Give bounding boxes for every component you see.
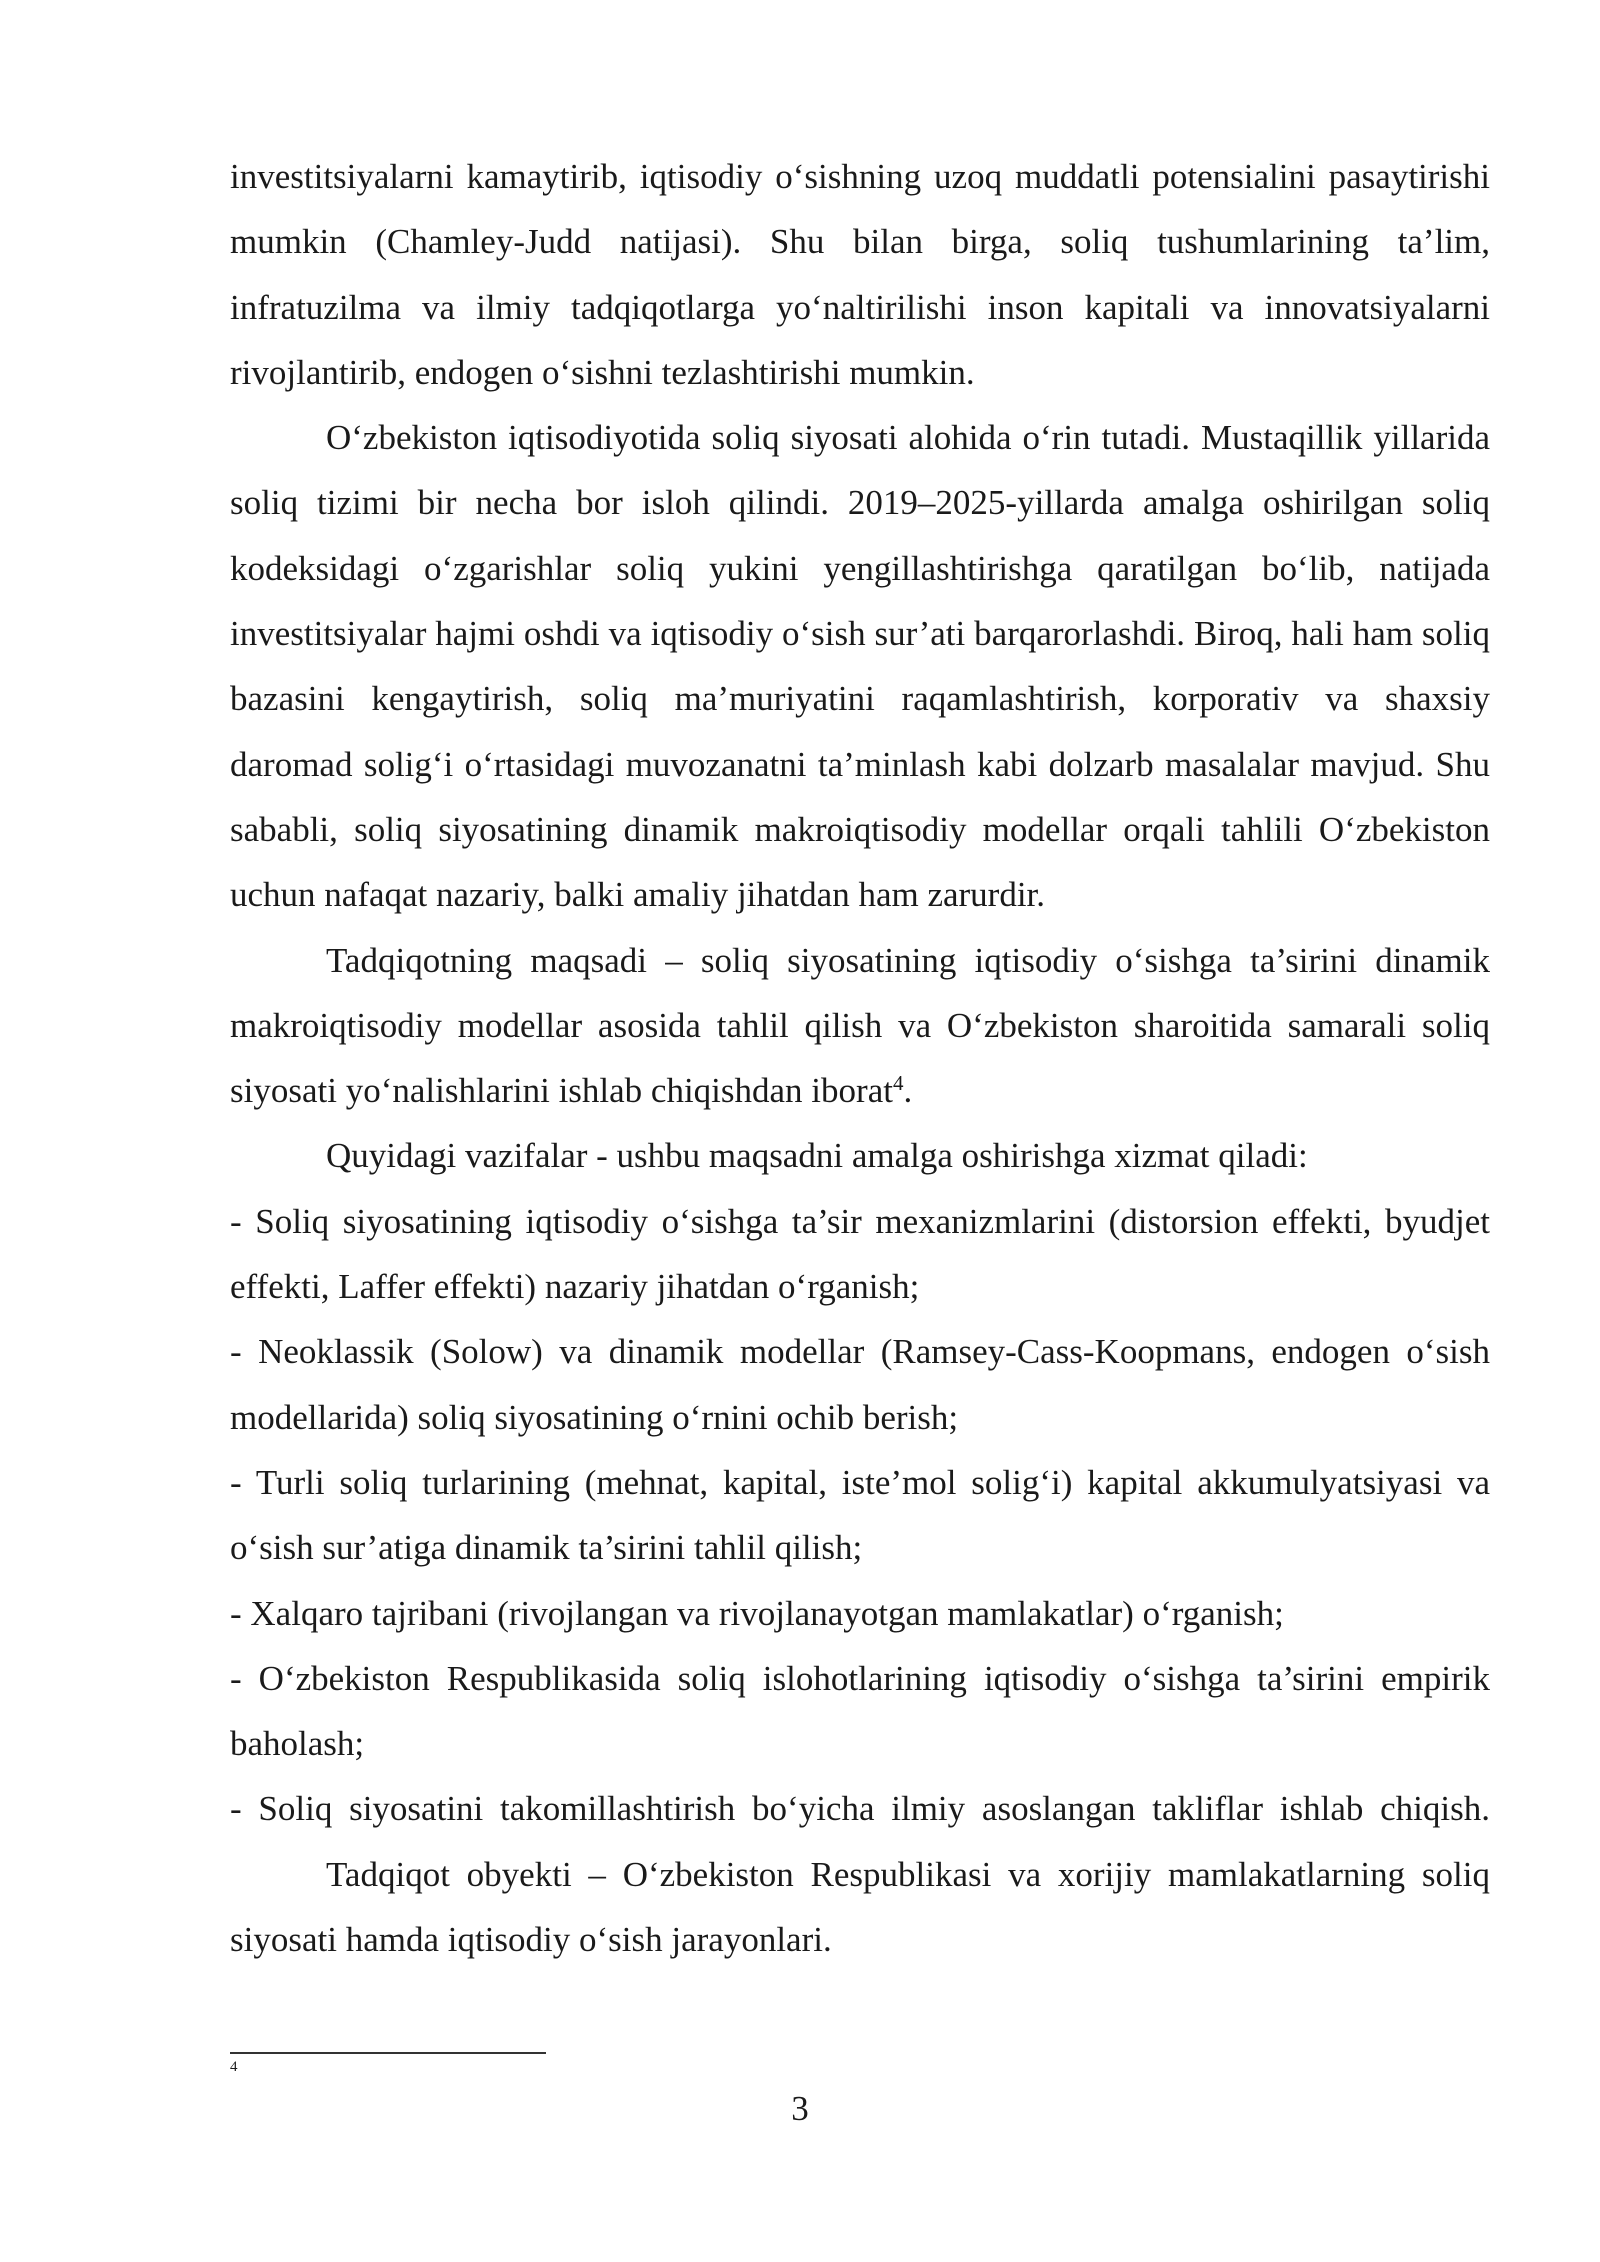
task-item-1: - Soliq siyosatining iqtisodiy o‘sishga ta’sir mexanizmlarini (distorsion effekti, byudjet effekti, Laffer effekti) nazariy jihatdan o‘rganish; (230, 1201, 1490, 1307)
paragraph-tasks-intro: Quyidagi vazifalar - ushbu maqsadni amalga oshirishga xizmat qiladi: (326, 1136, 1308, 1176)
paragraph-research-goal (230, 928, 1490, 1124)
footnote-number: 4 (230, 2059, 238, 2075)
task-item-6: - Soliq siyosatini takomillashtirish bo‘yicha ilmiy asoslangan takliflar ishlab chiqish. (230, 1789, 1490, 1829)
research-goal-text: Tadqiqotning maqsadi – soliq siyosatining iqtisodiy o‘sishga ta’sirini dinamik makroiqtisodiy modellar asosida tahlil qilish va O‘zbekiston sharoitida samarali soliq siyosati yo‘nalishlarini ishlab chiqishdan iborat (230, 940, 1490, 1111)
task-item-5: - O‘zbekiston Respublikasida soliq islohotlarining iqtisodiy o‘sishga ta’sirini empirik baholash; (230, 1658, 1490, 1764)
task-item-4: - Xalqaro tajribani (rivojlangan va rivojlanayotgan mamlakatlar) o‘rganish; (230, 1593, 1284, 1633)
footnote-reference[interactable]: 4 (892, 1071, 904, 1096)
paragraph-uzbekistan-tax-policy: O‘zbekiston iqtisodiyotida soliq siyosati alohida o‘rin tutadi. Mustaqillik yillarida soliq tizimi bir necha bor isloh qilindi. 2019–2025-yillarda amalga oshirilgan soliq kodeksidagi o‘zgarishlar soliq yukini yengillashtirishga qaratilgan bo‘lib, natijada investitsiyalar hajmi oshdi va iqtisodiy o‘sish sur’ati barqarorlashdi. Biroq, hali ham soliq bazasini kengaytirish, soliq ma’muriyatini raqamlashtirish, korporativ va shaxsiy daromad solig‘i o‘rtasidagi muvozanatni ta’minlash kabi dolzarb masalalar mavjud. Shu sababli, soliq siyosatining dinamik makroiqtisodiy modellar orqali tahlili O‘zbekiston uchun nafaqat nazariy, balki amaliy jihatdan ham zarurdir. (230, 418, 1490, 915)
research-goal-end: . (903, 1071, 913, 1111)
page-number: 3 (791, 2089, 809, 2128)
paragraph-research-object: Tadqiqot obyekti – O‘zbekiston Respublikasi va xorijiy mamlakatlarning soliq siyosati hamda iqtisodiy o‘sish jarayonlari. (230, 1854, 1490, 1960)
task-item-3: - Turli soliq turlarining (mehnat, kapital, iste’mol solig‘i) kapital akkumulyatsiyasi va o‘sish sur’atiga dinamik ta’sirini tahlil qilish; (230, 1462, 1490, 1568)
body-text (230, 144, 1490, 1972)
task-item-2: - Neoklassik (Solow) va dinamik modellar (Ramsey-Cass-Koopmans, endogen o‘sish modellarida) soliq siyosatining o‘rnini ochib berish; (230, 1332, 1490, 1437)
footnote-separator (230, 2052, 546, 2054)
paragraph-continued: investitsiyalarni kamaytirib, iqtisodiy o‘sishning uzoq muddatli potensialini pasaytirishi mumkin (Chamley-Judd natijasi). Shu bilan birga, soliq tushumlarining ta’lim, infratuzilma va ilmiy tadqiqotlarga yo‘naltirilishi inson kapitali va innovatsiyalarni rivojlantirib, endogen o‘sishni tezlashtirishi mumkin. (230, 157, 1490, 392)
